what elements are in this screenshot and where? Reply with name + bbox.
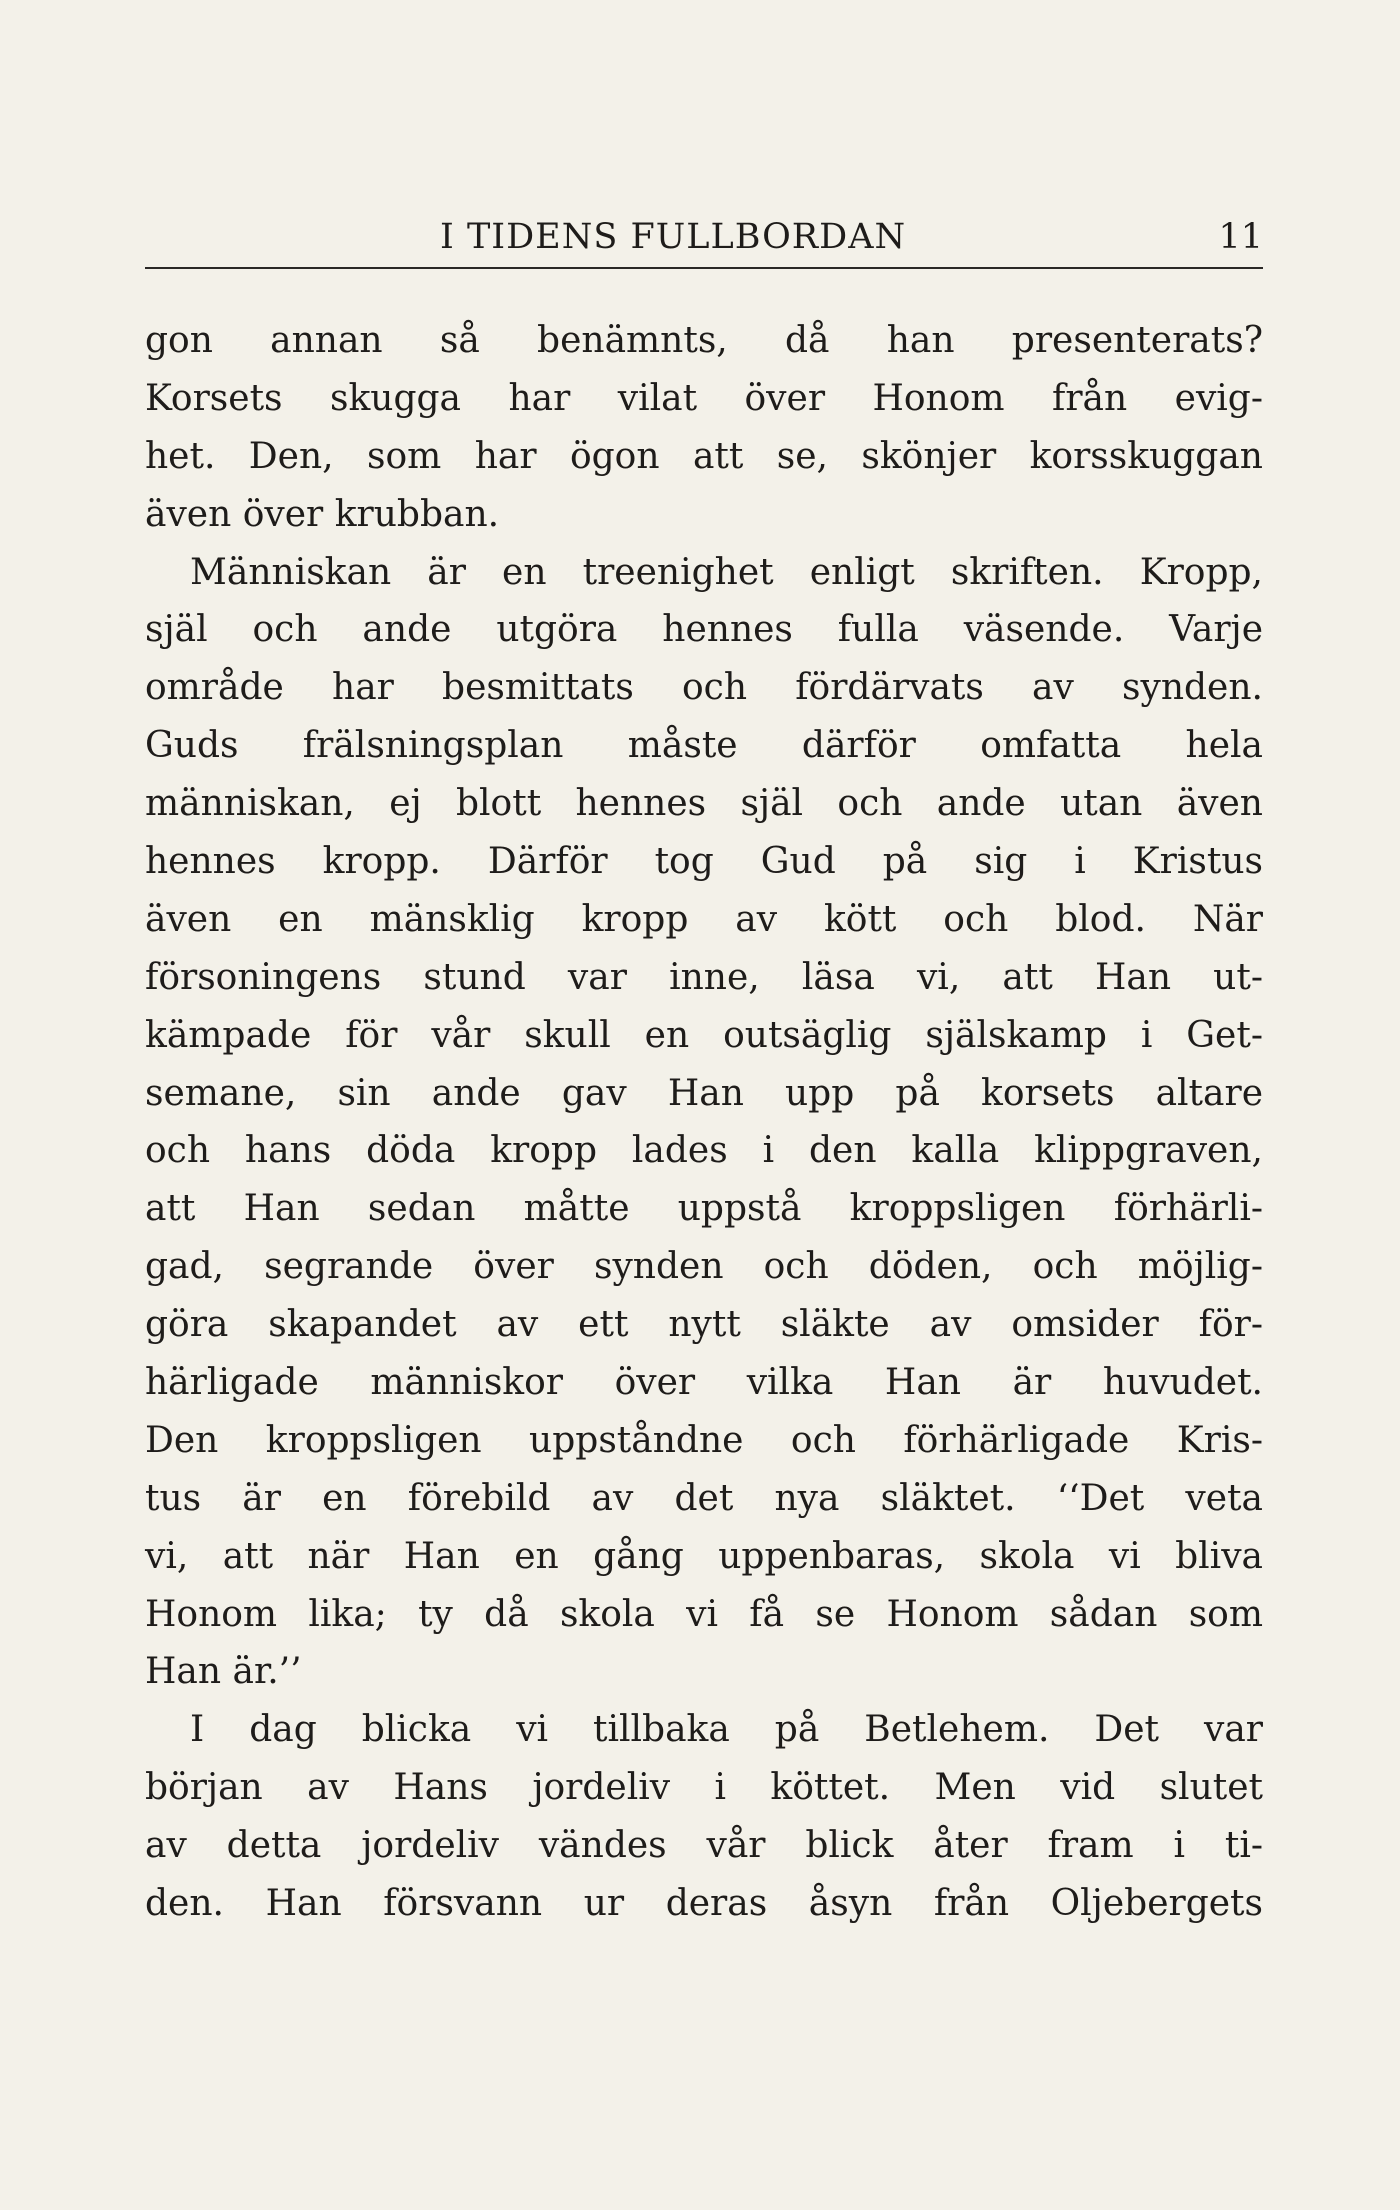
text-line: av detta jordeliv vändes vår blick åter fram i ti- (145, 1825, 1263, 1867)
text-line: gad, segrande över synden och döden, och möjlig- (145, 1246, 1263, 1288)
text-line: början av Hans jordeliv i köttet. Men vid slutet (145, 1767, 1263, 1809)
text-line: härligade människor över vilka Han är huvudet. (145, 1362, 1263, 1404)
text-line: göra skapandet av ett nytt släkte av omsider för- (145, 1304, 1263, 1346)
text-line: försoningens stund var inne, läsa vi, att Han ut- (145, 956, 1263, 998)
text-line: Den kroppsligen uppståndne och förhärligade Kris- (145, 1419, 1263, 1461)
text-line: område har besmittats och fördärvats av synden. (145, 667, 1263, 709)
text-line: Människan är en treenighet enligt skriften. Kropp, (190, 551, 1263, 593)
text-line: Guds frälsningsplan måste därför omfatta hela (145, 725, 1263, 767)
text-line: den. Han försvann ur deras åsyn från Oljebergets (145, 1883, 1263, 1925)
text-line: tus är en förebild av det nya släktet. ‘‘Det veta (145, 1477, 1263, 1519)
text-line: gon annan så benämnts, då han presenterats? (145, 320, 1263, 361)
text-line: vi, att när Han en gång uppenbaras, skola vi bliva (145, 1535, 1263, 1577)
text-line: hennes kropp. Därför tog Gud på sig i Kristus (145, 841, 1263, 883)
running-head (145, 212, 1263, 262)
text-line: Honom lika; ty då skola vi få se Honom sådan som (145, 1593, 1263, 1635)
text-line: I dag blicka vi tillbaka på Betlehem. Det var (190, 1709, 1263, 1751)
page-number: 11 (1218, 217, 1263, 257)
header-rule (145, 267, 1263, 269)
body-text (145, 312, 1263, 1933)
text-line: även en mänsklig kropp av kött och blod. När (145, 898, 1263, 940)
running-title: I TIDENS FULLBORDAN (440, 217, 907, 257)
text-line: och hans döda kropp lades i den kalla klippgraven, (145, 1130, 1263, 1172)
text-line: kämpade för vår skull en outsäglig själskamp i Get- (145, 1014, 1263, 1056)
text-line: Korsets skugga har vilat över Honom från evig- (145, 377, 1263, 419)
text-line: människan, ej blott hennes själ och ande utan även (145, 783, 1263, 825)
text-line: själ och ande utgöra hennes fulla väsende. Varje (145, 609, 1263, 651)
text-line: het. Den, som har ögon att se, skönjer korsskuggan (145, 435, 1263, 477)
text-line: Han är.’’ (145, 1651, 302, 1693)
text-line: även över krubban. (145, 493, 500, 535)
text-line: semane, sin ande gav Han upp på korsets altare (145, 1072, 1263, 1114)
text-line: att Han sedan måtte uppstå kroppsligen förhärli- (145, 1188, 1263, 1230)
